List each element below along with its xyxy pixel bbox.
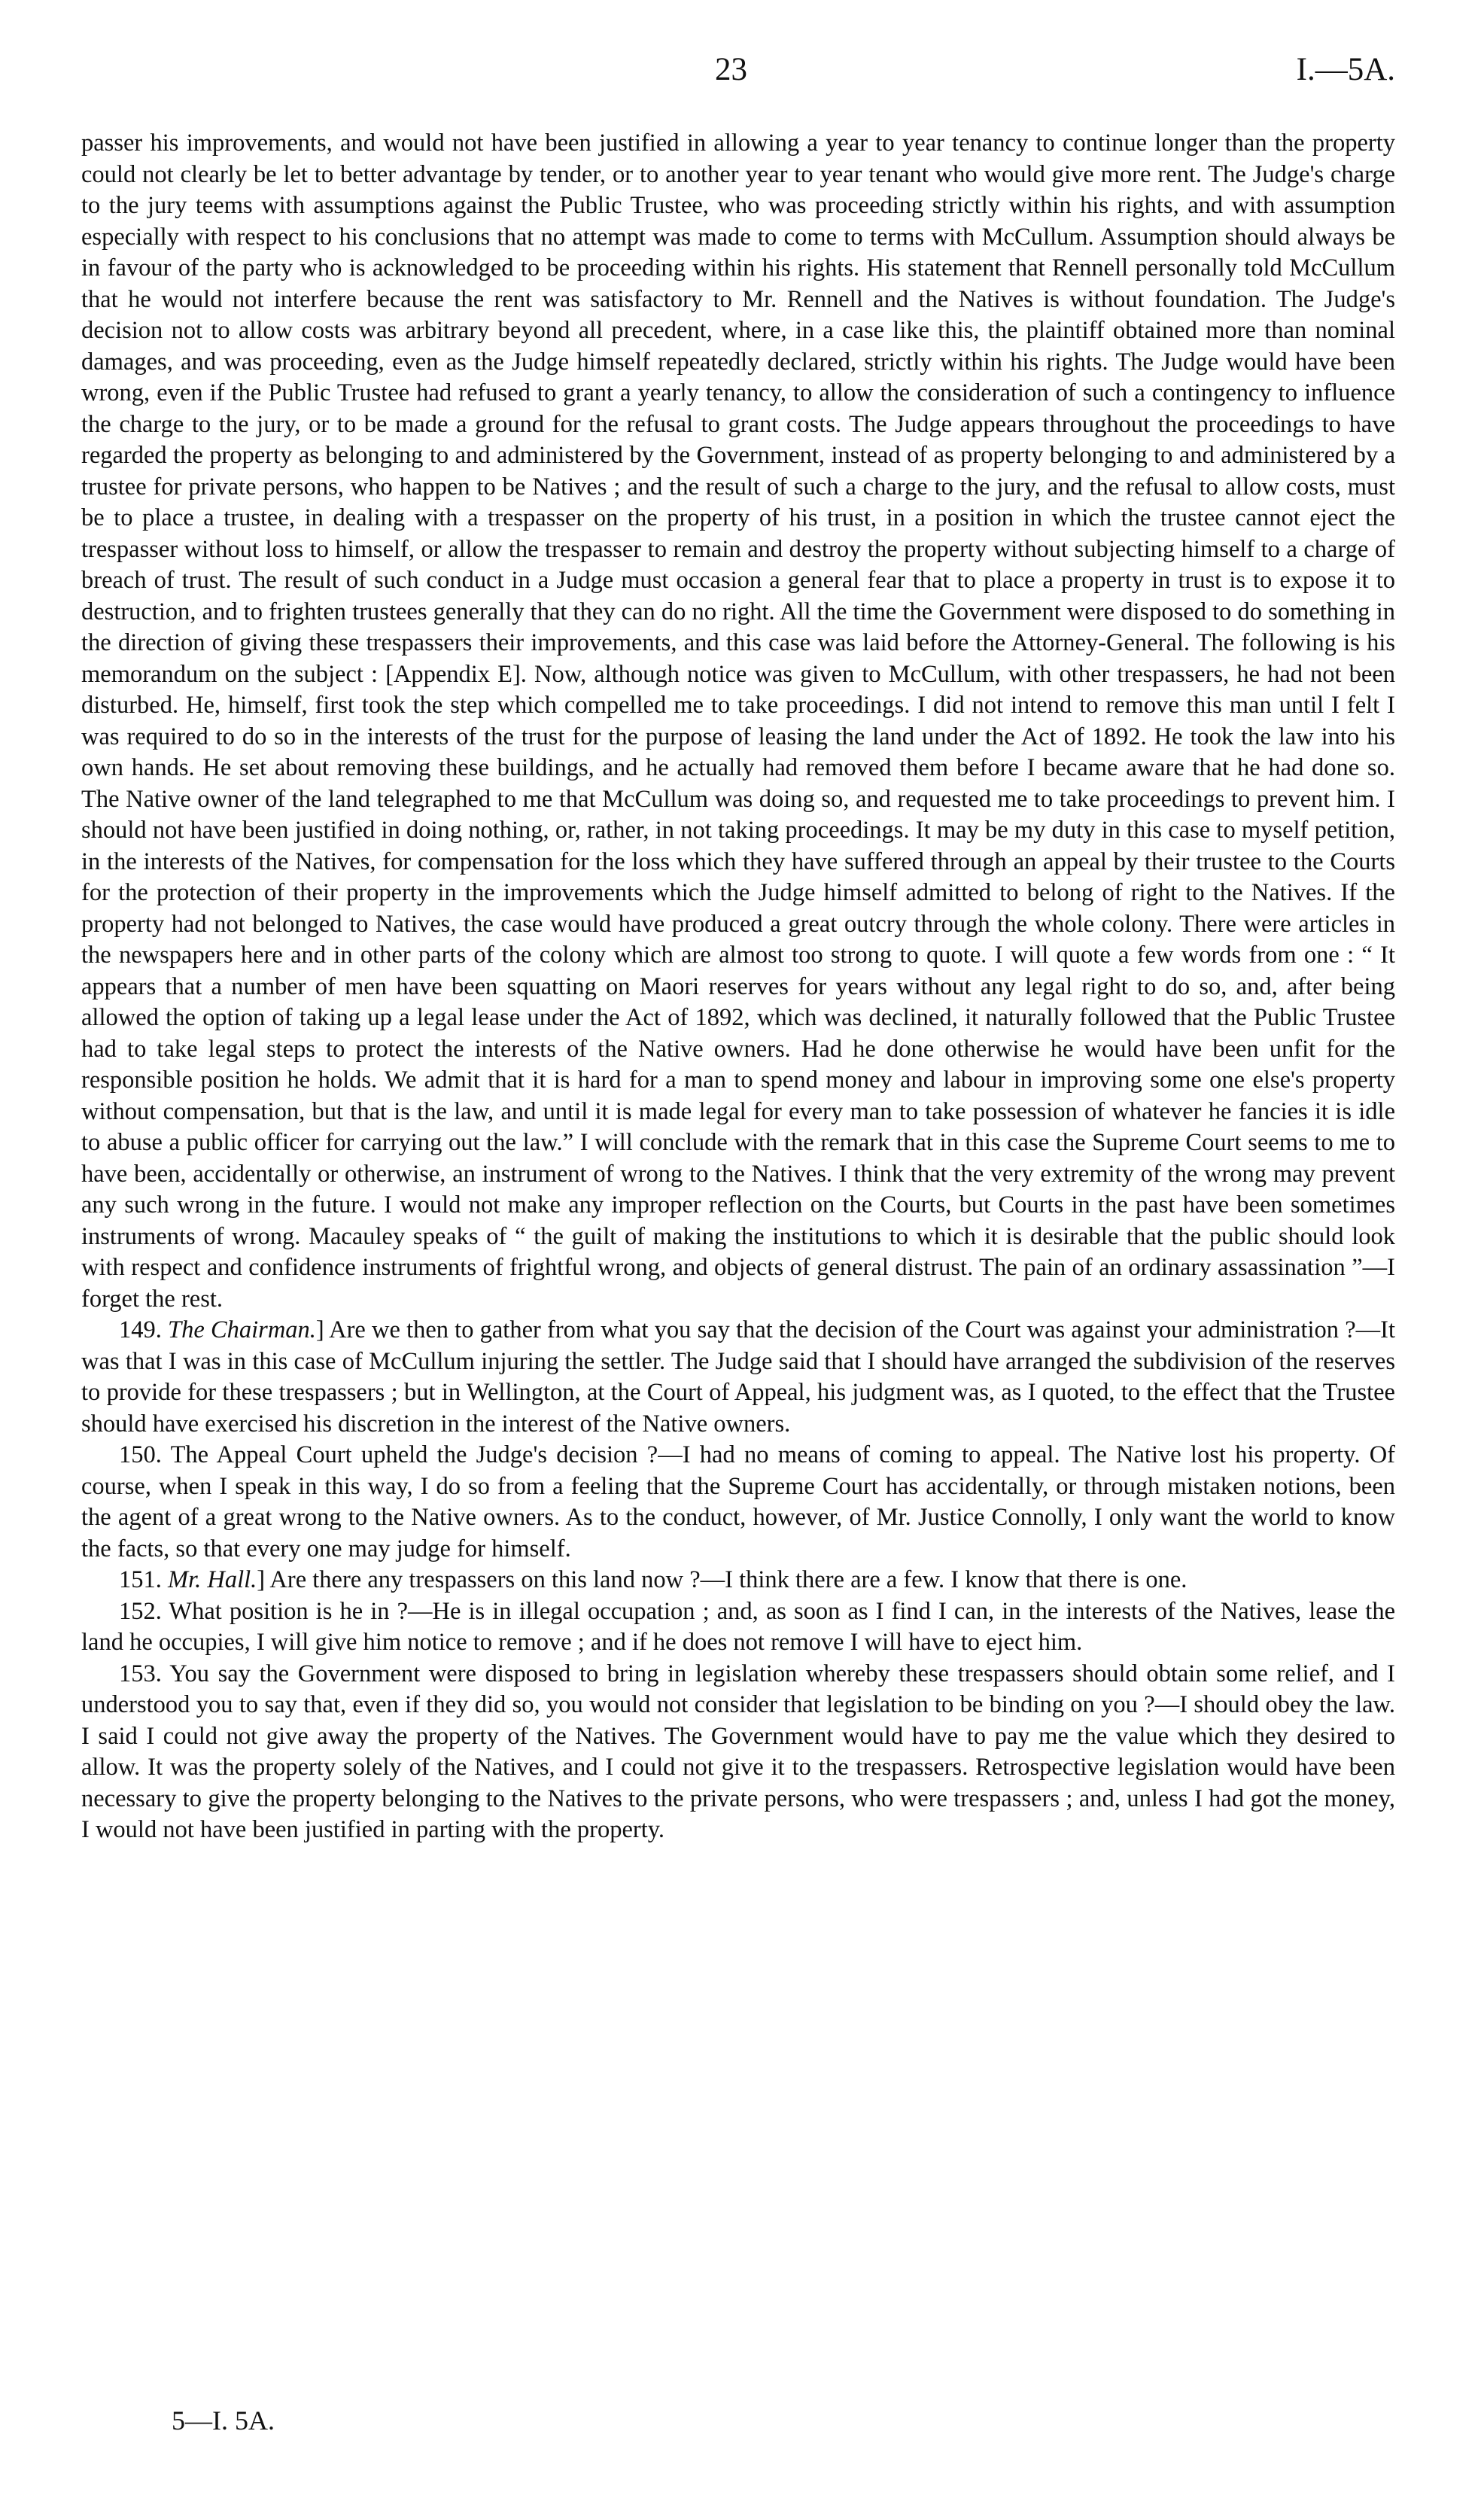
question-153 [81,1659,1395,1846]
question-text: The Appeal Court upheld the Judge's decision ?—I had no means of coming to appeal. The Native lost his property. Of course, when I speak in this way, I do so from a feeling that the Supreme Court has accidentally, or through mistaken notions, been the agent of a great wrong to the Native owners. As to the conduct, however, of Mr. Justice Connolly, I only want the world to know the facts, so that every one may judge for himself. [81,1441,1396,1562]
question-number: 150. [119,1441,162,1468]
body-text [81,128,1395,1846]
question-number: 153. [119,1660,162,1687]
question-number: 149. [119,1316,162,1343]
document-reference: I.—5A. [1296,52,1395,87]
question-text: ] Are there any trespassers on this land now ?—I think there are a few. I know that there is one. [257,1566,1188,1593]
page-number: 23 [715,52,747,87]
question-number: 152. [119,1597,162,1625]
question-149 [81,1315,1395,1440]
question-151 [81,1565,1395,1596]
question-text: What position is he in ?—He is in illegal occupation ; and, as soon as I find I can, in the interests of the Natives, lease the land he occupies, I will give him notice to remove ; and if he does not remove I will have to eject him. [81,1597,1395,1656]
opening-paragraph: passer his improvements, and would not have been justified in allowing a year to year tenancy to continue longer than the property could not clearly be let to better advantage by tender, or to another year to year tenant who would give more rent. The Judge's charge to the jury teems with assumptions against the Public Trustee, who was proceeding strictly within his rights, and with assumption especially with respect to his conclusions that no attempt was made to come to terms with McCullum. Assumption should always be in favour of the party who is acknowledged to be proceeding within his rights. His statement that Rennell personally told McCullum that he would not interfere because the rent was satisfactory to Mr. Rennell and the Natives is without foundation. The Judge's decision not to allow costs was arbitrary beyond all precedent, where, in a case like this, the plaintiff obtained more than nominal damages, and was proceeding, even as the Judge himself repeatedly declared, strictly within his rights. The Judge would have been wrong, even if the Public Trustee had refused to grant a yearly tenancy, to allow the consideration of such a contingency to influence the charge to the jury, or to be made a ground for the refusal to grant costs. The Judge appears throughout the proceedings to have regarded the property as belonging to and administered by the Government, instead of as property belonging to and administered by a trustee for private persons, who happen to be Natives ; and the result of such a charge to the jury, and the refusal to allow costs, must be to place a trustee, in dealing with a trespasser on the property of his trust, in a position in which the trustee cannot eject the trespasser without loss to himself, or allow the trespasser to remain and destroy the property without subjecting himself to a charge of breach of trust. The result of such conduct in a Judge must occasion a general fear that to place a property in trust is to expose it to destruction, and to frighten trustees generally that they can do no right. All the time the Government were disposed to do something in the direction of giving these trespassers their improvements, and this case was laid before the Attorney-General. The following is his memorandum on the subject : [Appendix E]. Now, although notice was given to McCullum, with other trespassers, he had not been disturbed. He, himself, first took the step which compelled me to take proceedings. I did not intend to remove this man until I felt I was required to do so in the interests of the trust for the purpose of leasing the land under the Act of 1892. He took the law into his own hands. He set about removing these buildings, and he actually had removed them before I became aware that he had done so. The Native owner of the land telegraphed to me that McCullum was doing so, and requested me to take proceedings to prevent him. I should not have been justified in doing nothing, or, rather, in not taking proceedings. It may be my duty in this case to myself petition, in the interests of the Natives, for compensation for the loss which they have suffered through an appeal by their trustee to the Courts for the protection of their property in the improvements which the Judge himself admitted to belong of right to the Natives. If the property had not belonged to Natives, the case would have produced a great outcry through the whole colony. There were articles in the newspapers here and in other parts of the colony which are almost too strong to quote. I will quote a few words from one : “ It appears that a number of men have been squatting on Maori reserves for years without any legal right to do so, and, after being allowed the option of taking up a legal lease under the Act of 1892, which was declined, it naturally followed that the Public Trustee had to take legal steps to protect the interests of the Native owners. Had he done otherwise he would have been unfit for the responsible position he holds. We admit that it is hard for a man to spend money and labour in improving some one else's property without compensation, but that is the law, and until it is made legal for every man to take possession of whatever he fancies it is idle to abuse a public officer for carrying out the law.” I will conclude with the remark that in this case the Supreme Court seems to me to have been, accidentally or otherwise, an instrument of wrong to the Natives. I think that the very extremity of the wrong may prevent any such wrong in the future. I would not make any improper reflection on the Courts, but Courts in the past have been sometimes instruments of wrong. Macauley speaks of “ the guilt of making the institutions to which it is desirable that the public should look with respect and confidence instruments of frightful wrong, and objects of general distrust. The pain of an ordinary assassination ”—I forget the rest. [81,129,1395,1313]
question-number: 151. [119,1566,162,1593]
question-152 [81,1596,1395,1659]
question-150 [81,1440,1395,1565]
speaker-name: Mr. Hall. [168,1566,257,1593]
question-text: ] Are we then to gather from what you say that the decision of the Court was against your administration ?—It was that I was in this case of McCullum injuring the settler. The Judge said that I should have arranged the subdivision of the reserves to provide for these trespassers ; but in Wellington, at the Court of Appeal, his judgment was, as I quoted, to the effect that the Trustee should have exercised his discretion in the interest of the Native owners. [81,1316,1395,1438]
page-header [0,51,1484,96]
speaker-name: The Chairman. [168,1316,316,1343]
question-text: You say the Government were disposed to bring in legislation whereby these trespassers should obtain some relief, and I understood you to say that, even if they did so, you would not consider that legislation to be binding on you ?—I should obey the law. I said I could not give away the property of the Natives. The Government would have to pay me the value which they desired to allow. It was the property solely of the Natives, and I could not give it to the trespassers. Retrospective legislation would have been necessary to give the property belonging to the Natives to the private persons, who were trespassers ; and, unless I had got the money, I would not have been justified in parting with the property. [81,1660,1395,1843]
sheet-signature: 5—I. 5A. [172,2405,275,2436]
